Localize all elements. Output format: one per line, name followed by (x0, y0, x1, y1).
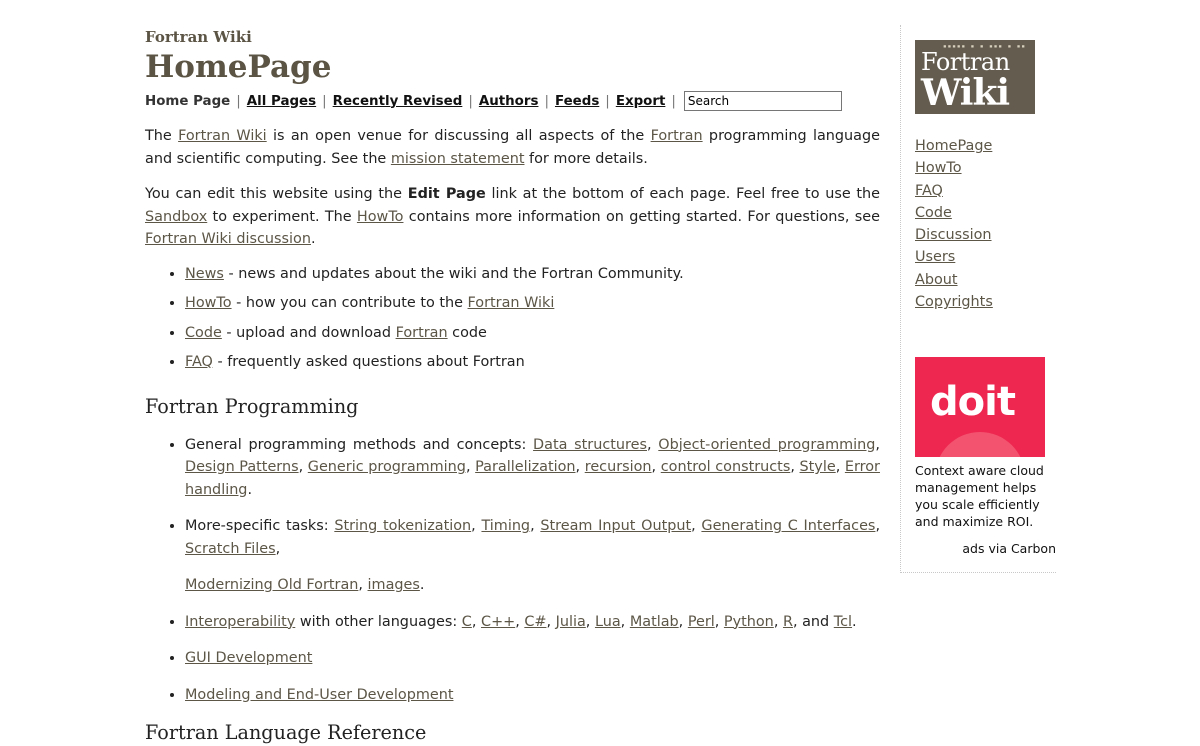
lang-matlab-link[interactable]: Matlab (629, 613, 679, 630)
logo-dots: ▪▪▪▪▪ ▪ ▪ ▪▪▪ ▪ ▪▪ (943, 43, 1027, 50)
nav-feeds-link[interactable]: Feeds (554, 93, 600, 109)
string-tokenization-link[interactable]: String tokenization (334, 518, 472, 534)
quick-links-list (145, 263, 880, 374)
nav-separator: | (671, 93, 676, 109)
intro-text: . (310, 231, 316, 247)
nav-separator: | (322, 93, 327, 109)
ad-via-carbon[interactable]: ads via Carbon (962, 541, 1056, 556)
list-item-text: - news and updates about the wiki and the Fortran Community. (223, 265, 684, 282)
lang-lua-link[interactable]: Lua (594, 613, 621, 630)
ad-image[interactable] (915, 357, 1045, 457)
sidebar-item-discussion[interactable]: Discussion (915, 227, 992, 244)
sidebar-item-code[interactable]: Code (915, 204, 952, 221)
logo-word-fortran: Fortran (921, 48, 1010, 76)
control-constructs-link[interactable]: control constructs (660, 459, 791, 475)
lang-csharp-link[interactable]: C# (524, 613, 547, 630)
data-structures-link[interactable]: Data structures (533, 436, 647, 453)
faq-link[interactable]: FAQ (185, 354, 213, 370)
list-item (185, 684, 880, 707)
stream-io-link[interactable]: Stream Input Output (540, 518, 692, 534)
c-interfaces-link[interactable]: Generating C Interfaces (701, 518, 876, 534)
sidebar-item-homepage[interactable]: HomePage (915, 138, 993, 154)
error-handling-link[interactable]: Error handling (185, 459, 880, 498)
images-link[interactable]: images (367, 577, 420, 593)
intro-text: The (145, 128, 179, 144)
mission-statement-link[interactable]: mission statement (390, 150, 525, 167)
section-heading-language-reference: Fortran Language Reference (145, 721, 427, 744)
recursion-link[interactable]: recursion (584, 459, 652, 475)
style-link[interactable]: Style (799, 459, 836, 475)
general-label: General programming methods and concepts: (185, 436, 534, 453)
intro-text: to experiment. The (207, 208, 357, 225)
sandbox-link[interactable]: Sandbox (145, 208, 208, 225)
programming-list (145, 434, 880, 707)
main-content (145, 28, 880, 746)
section-heading-programming: Fortran Programming (145, 394, 359, 418)
gui-development-link[interactable]: GUI Development (185, 650, 313, 666)
howto-list-link[interactable]: HowTo (185, 295, 232, 311)
specific-label: More-specific tasks: (185, 518, 335, 534)
lang-cpp-link[interactable]: C++ (481, 613, 516, 630)
fortran-link[interactable]: Fortran (650, 128, 703, 144)
list-item-text: - how you can contribute to the (231, 295, 468, 311)
lang-python-link[interactable]: Python (723, 613, 774, 630)
timing-link[interactable]: Timing (481, 518, 531, 534)
parallelization-link[interactable]: Parallelization (475, 459, 576, 475)
nav-recently-revised-link[interactable]: Recently Revised (332, 93, 463, 109)
search-input[interactable] (684, 91, 842, 111)
sidebar-item-faq[interactable]: FAQ (915, 182, 943, 199)
ad-decor-circle (935, 432, 1025, 457)
nav-home-page-current: Home Page (145, 93, 231, 109)
fortran-wiki-list-link[interactable]: Fortran Wiki (467, 295, 555, 311)
list-item: • General programming methods and concepts: Data structures, Object-oriented programming, Design Patterns, Generic programming, Parallelization, recursion, control constructs, Style, Error handling. (185, 434, 880, 502)
lang-julia-link[interactable]: Julia (555, 613, 586, 630)
news-link[interactable]: News (185, 265, 224, 282)
lang-perl-link[interactable]: Perl (687, 613, 715, 630)
intro-paragraph-1 (145, 125, 880, 170)
fortran-wiki-logo[interactable] (915, 40, 1035, 114)
intro-paragraph-2 (145, 183, 880, 251)
list-item-text: - frequently asked questions about Fortran (212, 354, 525, 370)
code-link[interactable]: Code (185, 324, 222, 341)
sidebar-item-users[interactable]: Users (915, 249, 956, 266)
sidebar (900, 25, 1056, 573)
nav-separator: | (605, 93, 610, 109)
sidebar-item-copyrights[interactable]: Copyrights (915, 294, 993, 311)
list-item (185, 263, 880, 286)
logo-word-wiki: Wiki (921, 72, 1010, 114)
nav-separator: | (468, 93, 473, 109)
nav-all-pages-link[interactable]: All Pages (246, 93, 317, 109)
list-item (185, 647, 880, 670)
sidebar-nav (915, 135, 993, 313)
wiki-discussion-link[interactable]: Fortran Wiki discussion (145, 231, 311, 247)
lang-tcl-link[interactable]: Tcl (833, 613, 853, 630)
page-title: HomePage (145, 49, 332, 85)
list-item: • More-specific tasks: String tokenization, Timing, Stream Input Output, Generating C Interfaces, Scratch Files, Modernizing Old Fortran, images. (185, 515, 880, 597)
list-item (185, 322, 880, 345)
design-patterns-link[interactable]: Design Patterns (185, 459, 299, 475)
scratch-files-link[interactable]: Scratch Files (185, 540, 276, 557)
intro-text: programming language and scientific computing. See the (145, 128, 880, 167)
list-item-text: - upload and download (221, 324, 396, 341)
ad-text[interactable]: Context aware cloud management helps you scale efficiently and maximize ROI. (915, 463, 1044, 529)
howto-link[interactable]: HowTo (356, 208, 404, 225)
interop-text: with other languages: (295, 613, 462, 630)
intro-text: contains more information on getting started. For questions, see (403, 208, 880, 225)
intro-text: is an open venue for discussing all aspects of the (266, 128, 651, 144)
edit-page-emphasis: Edit Page (407, 186, 486, 202)
modernizing-link[interactable]: Modernizing Old Fortran (185, 577, 359, 593)
nav-authors-link[interactable]: Authors (478, 93, 539, 109)
top-navbar (145, 90, 880, 112)
lang-r-link[interactable]: R (782, 613, 793, 630)
and-text: , and (792, 613, 834, 630)
fortran-code-link[interactable]: Fortran (395, 324, 448, 341)
nav-separator: | (544, 93, 549, 109)
intro-text: for more details. (524, 150, 648, 167)
ad-logo-text: doit (930, 379, 1015, 425)
list-item-text: code (447, 324, 487, 341)
intro-text: link at the bottom of each page. Feel free to use the (485, 186, 881, 202)
lang-c-link[interactable]: C (461, 613, 472, 630)
nav-export-link[interactable]: Export (615, 93, 666, 109)
sidebar-item-about[interactable]: About (915, 271, 958, 288)
list-item (185, 292, 880, 315)
list-item (185, 351, 880, 374)
modeling-link[interactable]: Modeling and End-User Development (185, 686, 454, 703)
nav-separator: | (236, 93, 241, 109)
sub-paragraph: Modernizing Old Fortran, images. (185, 577, 425, 593)
interoperability-link[interactable]: Interoperability (185, 613, 296, 630)
sidebar-item-howto[interactable]: HowTo (915, 160, 962, 177)
intro-text: You can edit this website using the (145, 186, 408, 202)
oop-link[interactable]: Object-oriented programming (658, 436, 876, 453)
fortran-wiki-link[interactable]: Fortran Wiki (178, 128, 267, 144)
site-name: Fortran Wiki (145, 28, 252, 46)
generic-programming-link[interactable]: Generic programming (307, 459, 466, 475)
list-item: • Interoperability with other languages: C, C++, C#, Julia, Lua, Matlab, Perl, Python, R, and Tcl. (185, 611, 880, 634)
